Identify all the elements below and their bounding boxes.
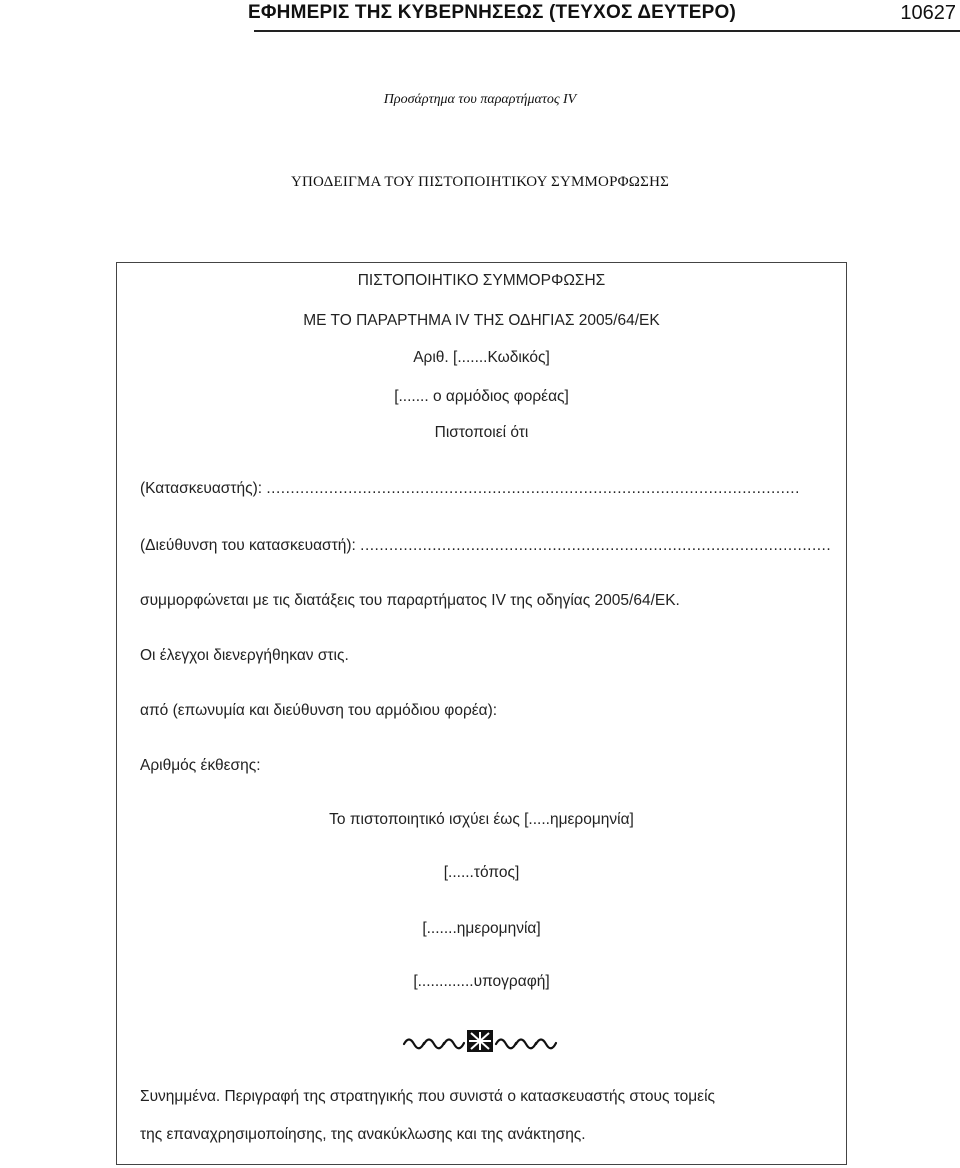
- address-row: [140, 537, 831, 555]
- certificate-title: ΠΙΣΤΟΠΟΙΗΤΙΚΟ ΣΥΜΜΟΡΦΩΣΗΣ: [357, 272, 606, 289]
- address-label: (Διεύθυνση του κατασκευαστή):: [140, 537, 356, 554]
- compliance-statement: συμμορφώνεται με τις διατάξεις του παραρτήματος IV της οδηγίας 2005/64/ΕΚ.: [140, 592, 680, 609]
- certificate-subtitle: ΜΕ ΤΟ ΠΑΡΑΡΤΗΜΑ IV ΤΗΣ ΟΔΗΓΙΑΣ 2005/64/ΕΚ: [303, 312, 660, 329]
- manufacturer-label: (Κατασκευαστής):: [140, 480, 263, 497]
- competent-body: [....... ο αρμόδιος φορέας]: [394, 388, 569, 405]
- address-dots: ..................................................................................................: [360, 537, 832, 554]
- header-divider: [254, 30, 960, 32]
- page-number: 10627: [900, 2, 956, 24]
- inspections-date: Οι έλεγχοι διενεργήθηκαν στις.: [140, 647, 349, 664]
- model-title: ΥΠΟΔΕΙΓΜΑ ΤΟΥ ΠΙΣΤΟΠΟΙΗΤΙΚΟΥ ΣΥΜΜΟΡΦΩΣΗΣ: [290, 174, 670, 190]
- valid-until: Το πιστοποιητικό ισχύει έως [.....ημερομηνία]: [329, 811, 634, 828]
- attachment-line-1: Συνημμένα. Περιγραφή της στρατηγικής που συνιστά ο κατασκευαστής στους τομείς: [140, 1088, 715, 1105]
- report-number: Αριθμός έκθεσης:: [140, 757, 261, 774]
- gazette-title: ΕΦΗΜΕΡΙΣ ΤΗΣ ΚΥΒΕΡΝΗΣΕΩΣ (ΤΕΥΧΟΣ ΔΕΥΤΕΡΟ): [248, 2, 736, 23]
- place-field: [......τόπος]: [443, 864, 520, 881]
- signature-field: [.............υπογραφή]: [413, 973, 550, 990]
- page-header: [0, 0, 960, 30]
- annex-subtitle: Προσάρτημα του παραρτήματος IV: [383, 92, 577, 107]
- certificate-number: Αριθ. [.......Κωδικός]: [413, 349, 550, 366]
- decorative-ornament: [400, 1028, 560, 1054]
- manufacturer-dots: ...............................................................................................................: [266, 480, 800, 497]
- attachment-line-2: της επαναχρησιμοποίησης, της ανακύκλωσης και της ανάκτησης.: [140, 1126, 586, 1143]
- certifies-text: Πιστοποιεί ότι: [434, 424, 529, 441]
- inspecting-body: από (επωνυμία και διεύθυνση του αρμόδιου φορέα):: [140, 702, 498, 719]
- manufacturer-row: [140, 480, 800, 498]
- date-field: [.......ημερομηνία]: [422, 920, 541, 937]
